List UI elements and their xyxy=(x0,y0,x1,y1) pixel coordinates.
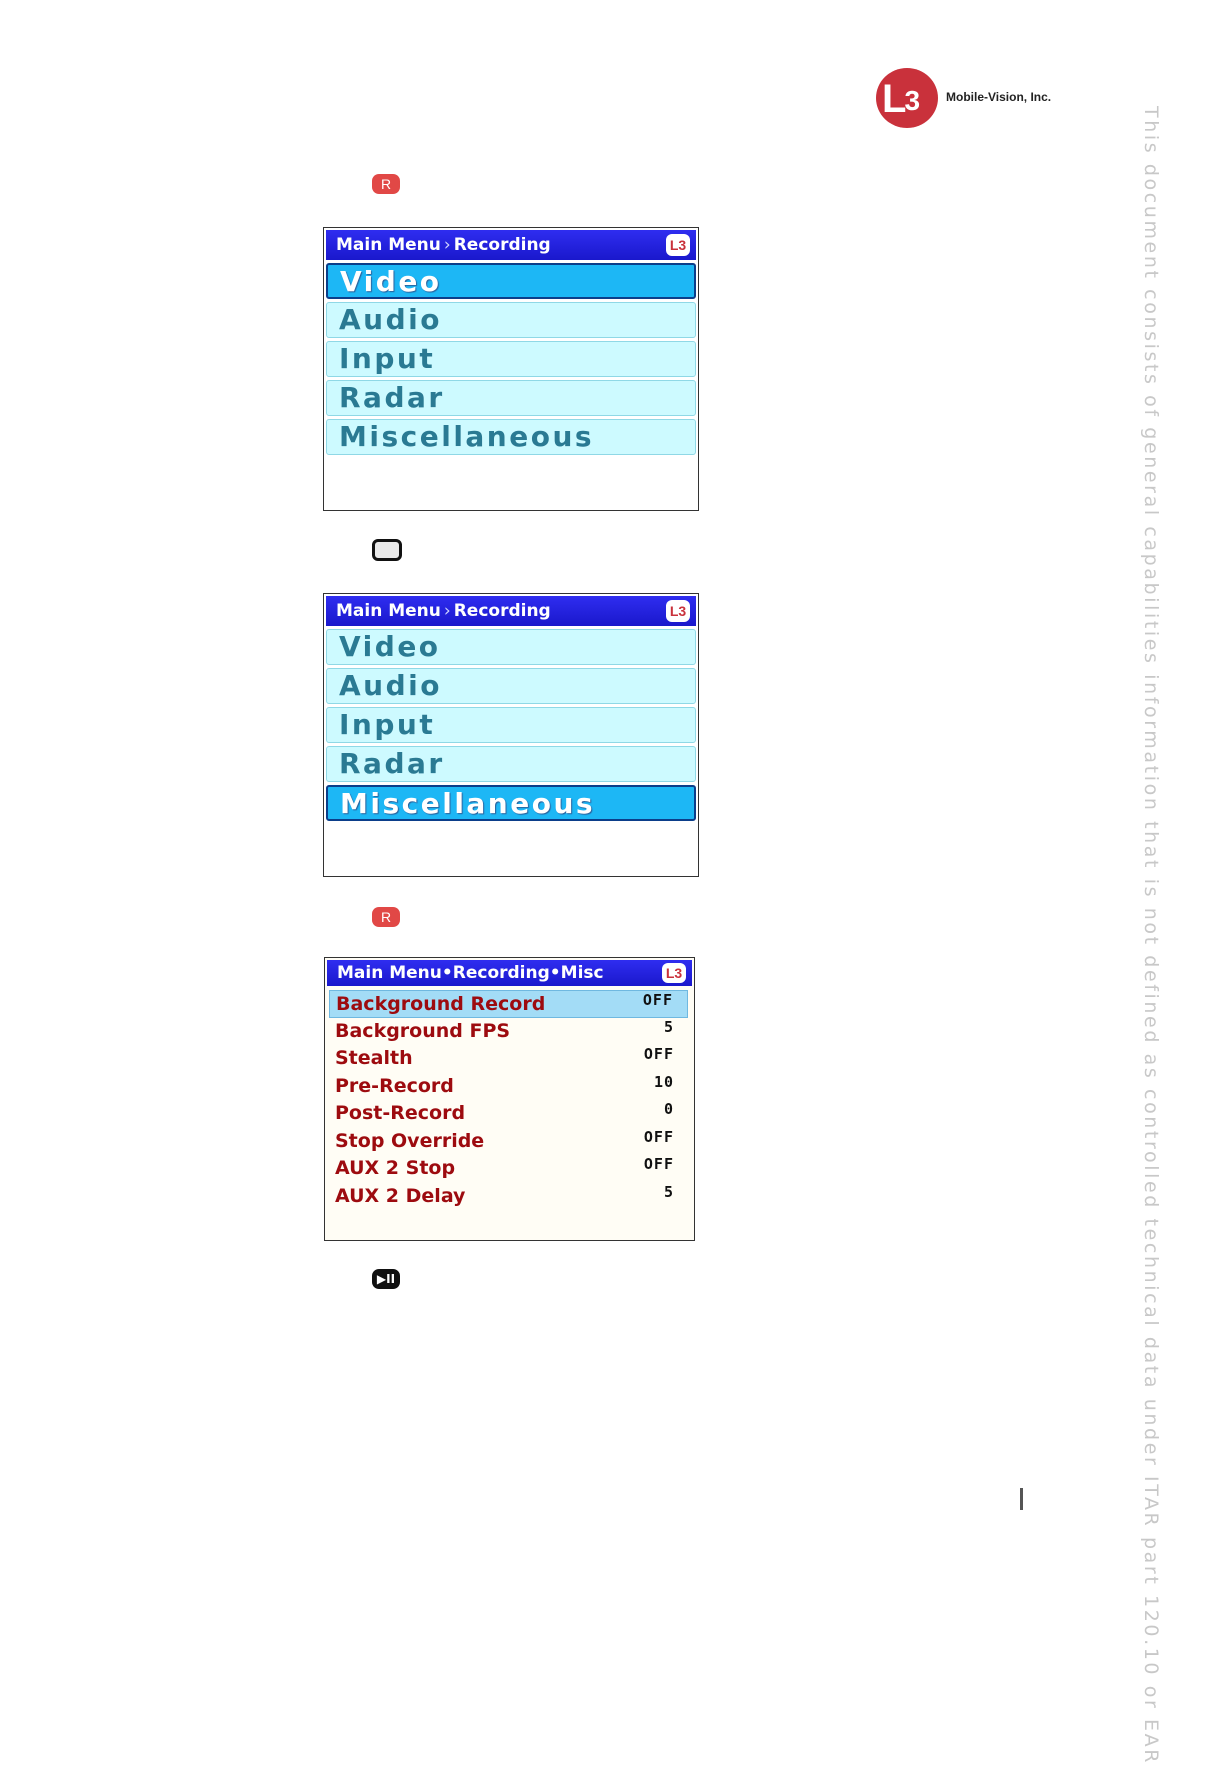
r-button-icon: R xyxy=(372,907,400,927)
play-pause-button-icon: ▶II xyxy=(372,1269,400,1289)
setting-row-pre-record[interactable] xyxy=(329,1073,688,1101)
setting-label: Background FPS xyxy=(335,1019,511,1042)
setting-row-background-record[interactable] xyxy=(329,990,688,1018)
setting-value: OFF xyxy=(643,1127,674,1146)
setting-row-aux2-delay[interactable] xyxy=(329,1183,688,1211)
menu-item-radar[interactable]: Radar xyxy=(326,380,696,416)
screen-title-bar xyxy=(326,230,696,260)
recording-menu-screen-video-selected xyxy=(323,227,699,511)
breadcrumb-separator: › xyxy=(443,235,451,255)
r-button-icon: R xyxy=(372,174,400,194)
page-divider xyxy=(1020,1488,1023,1510)
setting-value: OFF xyxy=(643,1045,674,1063)
setting-row-stop-override[interactable] xyxy=(329,1128,688,1156)
menu-item-audio[interactable]: Audio xyxy=(326,668,696,704)
company-name: Mobile-Vision, Inc. xyxy=(946,90,1052,104)
l3-badge-icon: L3 xyxy=(666,234,690,256)
title-recording: Recording xyxy=(453,601,551,621)
menu-item-miscellaneous[interactable]: Miscellaneous xyxy=(326,419,696,455)
setting-row-background-fps[interactable] xyxy=(329,1018,688,1046)
setting-value: 0 xyxy=(663,1100,674,1118)
menu-item-input[interactable]: Input xyxy=(326,341,696,377)
l3-logo xyxy=(876,68,1076,130)
setting-label: Stealth xyxy=(335,1047,413,1069)
title-main-menu: Main Menu xyxy=(336,601,441,621)
title-recording: Recording xyxy=(453,235,551,255)
title-main-menu: Main Menu xyxy=(336,235,441,255)
menu-item-audio[interactable]: Audio xyxy=(326,302,696,338)
menu-item-radar[interactable]: Radar xyxy=(326,746,696,782)
l3-badge-icon: L3 xyxy=(666,600,690,622)
screen-title-bar xyxy=(326,596,696,626)
setting-label: AUX 2 Delay xyxy=(335,1184,466,1207)
menu-item-video[interactable]: Video xyxy=(326,629,696,665)
setting-label: Stop Override xyxy=(335,1129,485,1152)
screen-title-bar xyxy=(327,960,692,986)
setting-value: OFF xyxy=(643,1155,674,1173)
setting-value: 5 xyxy=(663,1182,674,1201)
menu-item-miscellaneous[interactable]: Miscellaneous xyxy=(326,785,696,821)
setting-value: 5 xyxy=(663,1017,674,1036)
setting-row-post-record[interactable] xyxy=(329,1100,688,1128)
title-breadcrumb: Main Menu•Recording•Misc xyxy=(337,963,604,983)
setting-label: Post-Record xyxy=(335,1102,466,1124)
menu-item-video[interactable]: Video xyxy=(326,263,696,299)
setting-row-stealth[interactable] xyxy=(329,1045,688,1073)
recording-menu-screen-misc-selected xyxy=(323,593,699,877)
setting-label: AUX 2 Stop xyxy=(335,1157,456,1179)
setting-label: Pre-Record xyxy=(335,1074,454,1097)
setting-row-aux2-stop[interactable] xyxy=(329,1155,688,1183)
setting-value: 10 xyxy=(653,1072,674,1091)
logo-mark: L $_3$ xyxy=(882,77,915,121)
l3-badge-icon: L3 xyxy=(662,963,686,983)
misc-settings-screen xyxy=(324,957,695,1241)
menu-item-input[interactable]: Input xyxy=(326,707,696,743)
setting-value: OFF xyxy=(642,991,673,1009)
setting-label: Background Record xyxy=(336,993,546,1015)
breadcrumb-separator: › xyxy=(443,601,451,621)
down-button-icon xyxy=(372,539,402,561)
misc-settings-list xyxy=(325,990,694,1210)
itar-notice: This document consists of general capabilities information that is not defined as controlled technical data under ITAR part 120.10 or EAR xyxy=(1140,106,1162,1765)
